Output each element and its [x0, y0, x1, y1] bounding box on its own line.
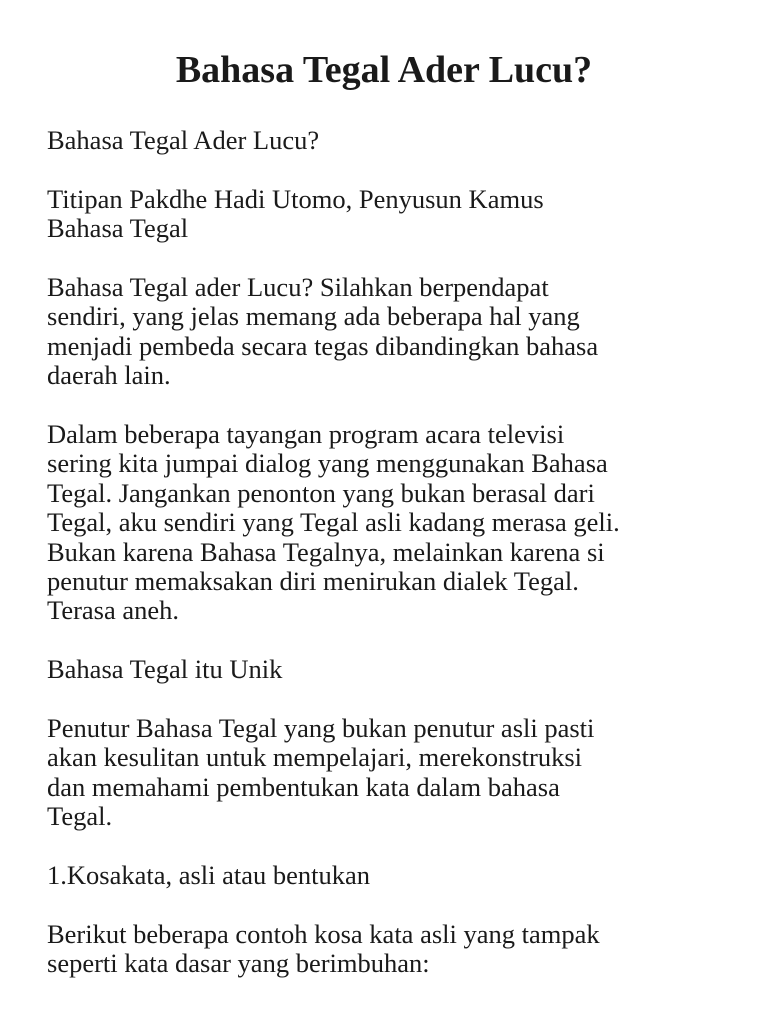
paragraph-credit: Titipan Pakdhe Hadi Utomo, Penyusun Kamus Bahasa Tegal: [47, 183, 544, 244]
page-title: Bahasa Tegal Ader Lucu?: [175, 49, 593, 91]
document-body: [47, 126, 737, 1008]
section-heading-unik: Bahasa Tegal itu Unik: [47, 654, 283, 685]
paragraph-television: Dalam beberapa tayangan program acara televisi sering kita jumpai dialog yang menggunakan Bahasa Tegal. Jangankan penonton yang bukan berasal dari Tegal, aku sendiri yang Tegal asli kadang merasa geli. Bukan karena Bahasa Tegalnya, melainkan karena si penutur memaksakan diri menirukan dialek Tegal. Terasa aneh.: [47, 419, 620, 626]
paragraph-examples: Berikut beberapa contoh kosa kata asli yang tampak seperti kata dasar yang berimbuhan:: [47, 918, 600, 979]
paragraph-intro: Bahasa Tegal ader Lucu? Silahkan berpendapat sendiri, yang jelas memang ada beberapa hal yang menjadi pembeda secara tegas dibandingkan bahasa daerah lain.: [47, 272, 599, 391]
paragraph-learners: Penutur Bahasa Tegal yang bukan penutur asli pasti akan kesulitan untuk mempelajari, merekonstruksi dan memahami pembentukan kata dalam bahasa Tegal.: [47, 713, 595, 832]
section-heading-kosakata: 1.Kosakata, asli atau bentukan: [47, 860, 371, 891]
paragraph-repeat-title: Bahasa Tegal Ader Lucu?: [47, 125, 320, 155]
